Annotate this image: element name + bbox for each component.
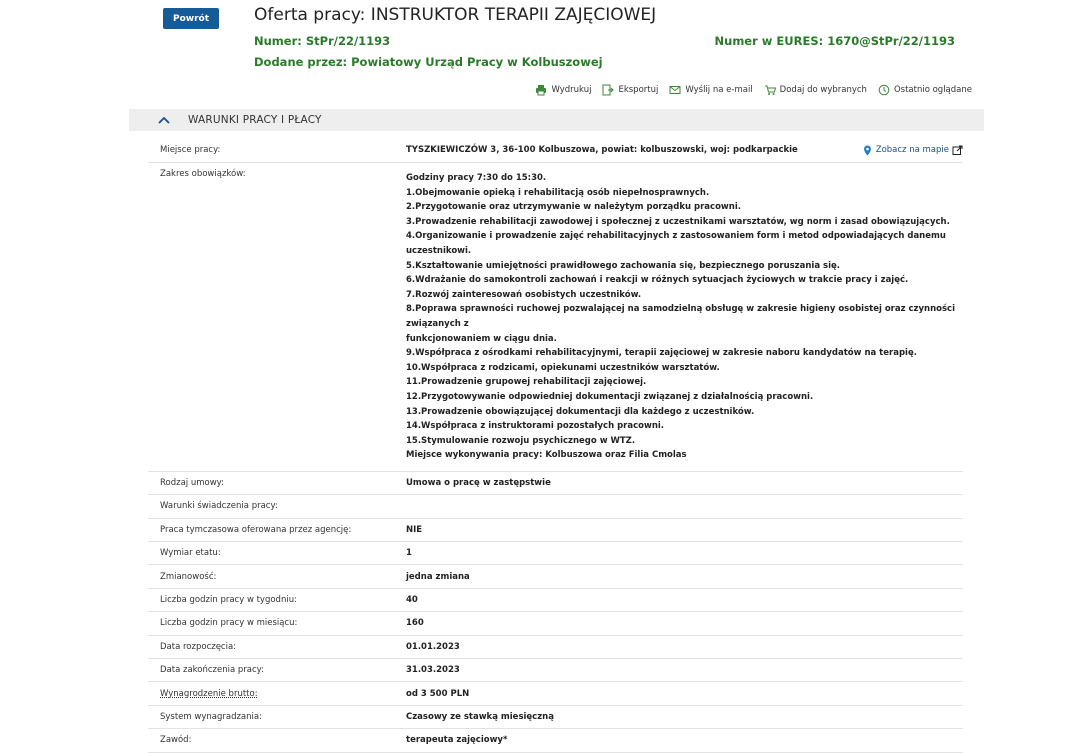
table-row xyxy=(148,636,963,659)
location-value: TYSZKIEWICZÓW 3, 36-100 Kolbuszowa, powiat: kolbuszowski, woj: podkarpackie xyxy=(406,145,798,155)
details-table xyxy=(148,138,963,753)
row-label: Miejsce pracy: xyxy=(160,145,221,155)
duty-line: 3.Prowadzenie rehabilitacji zawodowej i społecznej z uczestnikami warsztatów, wg norm i zasad obowiązujących. xyxy=(406,216,950,227)
print-action[interactable] xyxy=(535,84,591,96)
table-row xyxy=(148,729,963,752)
row-label: Rodzaj umowy: xyxy=(160,478,224,489)
table-row xyxy=(148,659,963,682)
row-label: Wynagrodzenie brutto: xyxy=(160,688,258,699)
map-pin-icon xyxy=(862,145,873,156)
table-row xyxy=(148,163,963,472)
offer-number: Numer: StPr/22/1193 xyxy=(254,34,391,48)
row-label: Warunki świadczenia pracy: xyxy=(160,501,278,512)
duty-line: 11.Prowadzenie grupowej rehabilitacji zajęciowej. xyxy=(406,377,647,388)
row-value: NIE xyxy=(406,524,423,535)
cart-icon xyxy=(764,84,776,96)
table-row xyxy=(148,589,963,612)
map-link-label: Zobacz na mapie xyxy=(875,145,949,155)
duty-line: funkcjonowaniem w ciągu dnia. xyxy=(406,333,557,344)
row-label: Data zakończenia pracy: xyxy=(160,665,264,676)
table-row xyxy=(148,138,963,163)
table-row xyxy=(148,682,963,705)
duty-line: 13.Prowadzenie obowiązującej dokumentacji dla każdego z uczestników. xyxy=(406,406,755,417)
envelope-icon xyxy=(669,84,681,96)
email-action[interactable] xyxy=(669,84,752,96)
map-link[interactable] xyxy=(862,145,963,156)
recently-viewed-action[interactable] xyxy=(878,84,972,96)
duty-line: 5.Kształtowanie umiejętności prawidłowego zachowania się, bezpiecznego poruszania się. xyxy=(406,260,840,271)
table-row xyxy=(148,495,963,518)
row-label: Zmianowość: xyxy=(160,571,217,582)
email-label: Wyślij na e-mail xyxy=(685,85,753,95)
action-toolbar xyxy=(535,84,972,96)
duty-line: Godziny pracy 7:30 do 15:30. xyxy=(406,173,547,183)
add-favorite-label: Dodaj do wybranych xyxy=(779,85,867,95)
row-label: System wynagradzania: xyxy=(160,711,262,722)
duty-line: 8.Poprawa sprawności ruchowej pozwalającej na samodzielną obsługę w zakresie higieny osobistej oraz czynności związanych z xyxy=(406,304,955,329)
external-link-icon xyxy=(952,145,963,156)
row-value xyxy=(406,141,963,160)
row-label: Praca tymczasowa oferowana przez agencję: xyxy=(160,524,352,535)
row-value: 40 xyxy=(406,595,418,606)
clock-icon xyxy=(878,84,890,96)
row-label: Wymiar etatu: xyxy=(160,548,221,559)
row-value: Czasowy ze stawką miesięczną xyxy=(406,711,554,722)
duty-line: 1.Obejmowanie opieką i rehabilitacją osób niepełnosprawnych. xyxy=(406,187,710,198)
eures-number: Numer w EURES: 1670@StPr/22/1193 xyxy=(714,34,955,48)
duty-line: 12.Przygotowywanie odpowiedniej dokumentacji związanej z działalnością pracowni. xyxy=(406,391,814,402)
row-value: 1 xyxy=(406,548,412,559)
duty-line: 10.Współpraca z rodzicami, opiekunami uczestników warsztatów. xyxy=(406,362,720,373)
export-icon xyxy=(602,84,614,96)
duty-line: Miejsce wykonywania pracy: Kolbuszowa oraz Filia Cmolas xyxy=(406,450,687,461)
table-row xyxy=(148,519,963,542)
back-button[interactable]: Powrót xyxy=(163,8,219,29)
table-row xyxy=(148,565,963,588)
table-row xyxy=(148,472,963,495)
row-value: od 3 500 PLN xyxy=(406,688,470,699)
duty-line: 15.Stymulowanie rozwoju psychicznego w WTZ. xyxy=(406,435,636,446)
add-favorite-action[interactable] xyxy=(764,84,867,96)
row-value: 160 xyxy=(406,618,424,629)
added-by: Dodane przez: Powiatowy Urząd Pracy w Kolbuszowej xyxy=(254,55,603,69)
duties-list xyxy=(406,167,963,467)
row-label: Liczba godzin pracy w miesiącu: xyxy=(160,618,298,629)
row-label: Liczba godzin pracy w tygodniu: xyxy=(160,595,297,606)
section-title: WARUNKI PRACY I PŁACY xyxy=(188,114,322,126)
duty-line: 14.Współpraca z instruktorami pozostałych pracowni. xyxy=(406,421,665,432)
recently-viewed-label: Ostatnio oglądane xyxy=(893,85,972,95)
printer-icon xyxy=(535,84,547,96)
duty-line: 7.Rozwój zainteresowań osobistych uczestników. xyxy=(406,289,642,300)
chevron-up-icon xyxy=(157,113,171,127)
row-value: terapeuta zajęciowy* xyxy=(406,735,508,746)
export-label: Eksportuj xyxy=(618,85,659,95)
duty-line: 2.Przygotowanie oraz utrzymywanie w należytym porządku pracowni. xyxy=(406,202,741,213)
export-action[interactable] xyxy=(602,84,658,96)
row-label: Zawód: xyxy=(160,735,192,746)
table-row xyxy=(148,612,963,635)
row-label: Data rozpoczęcia: xyxy=(160,641,237,652)
table-row xyxy=(148,706,963,729)
print-label: Wydrukuj xyxy=(551,85,592,95)
row-value: Umowa o pracę w zastępstwie xyxy=(406,478,551,489)
row-label: Zakres obowiązków: xyxy=(160,169,246,179)
page-title: Oferta pracy: INSTRUKTOR TERAPII ZAJĘCIOWEJ xyxy=(254,5,657,25)
row-value: 31.03.2023 xyxy=(406,665,460,676)
duty-line: 9.Współpraca z ośrodkami rehabilitacyjnymi, terapii zajęciowej w zakresie naboru kandydatów na terapię. xyxy=(406,348,917,359)
duty-line: 6.Wdrażanie do samokontroli zachowań i reakcji w różnych sytuacjach życiowych w trakcie pracy i zajęć. xyxy=(406,275,909,286)
duty-line: 4.Organizowanie i prowadzenie zajęć rehabilitacyjnych z zastosowaniem form i metod odpowiadających danemu uczestnikowi. xyxy=(406,231,946,256)
table-row xyxy=(148,542,963,565)
row-value: 01.01.2023 xyxy=(406,641,460,652)
row-value xyxy=(406,502,963,510)
section-header-work-conditions[interactable] xyxy=(129,109,984,131)
row-value: jedna zmiana xyxy=(406,571,470,582)
